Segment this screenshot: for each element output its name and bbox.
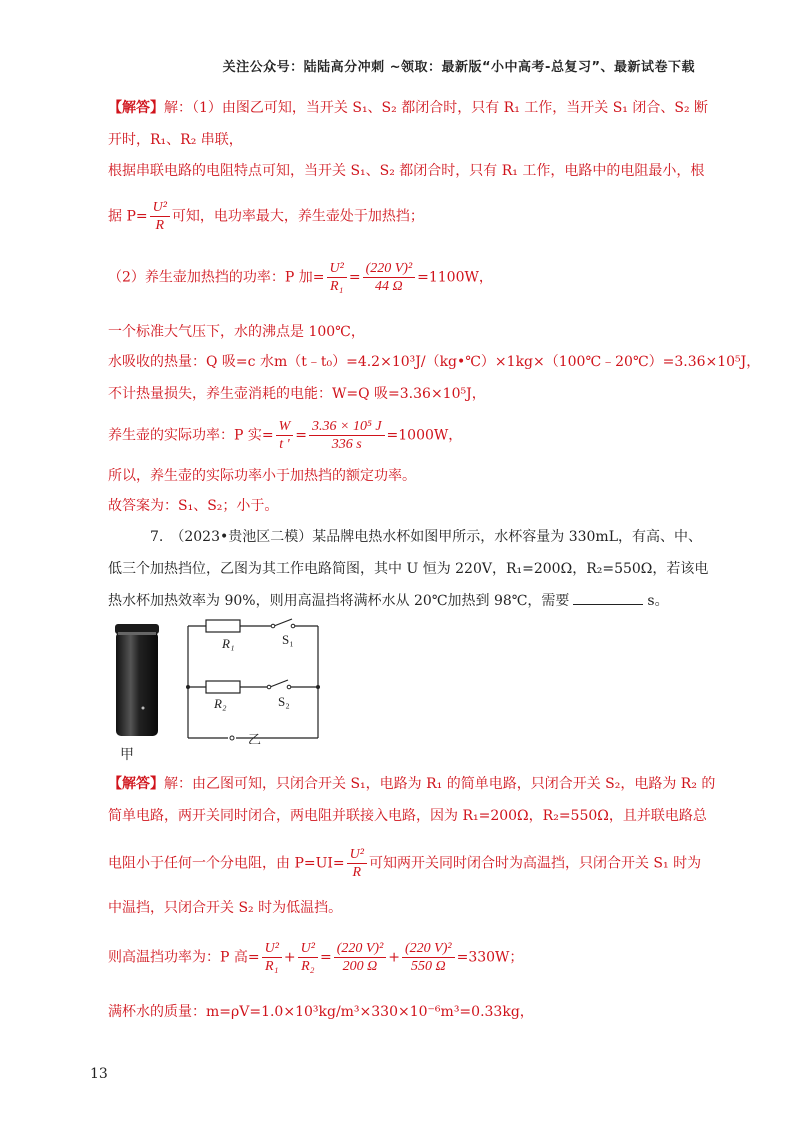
figure-yi-label: 乙 [248, 733, 262, 744]
fraction-w-over-t: $\frac{W}{t '}$ [276, 418, 294, 453]
label-s2: S₂ [278, 694, 290, 709]
answer2-line3: 电阻小于任何一个分电阻，由 P=UI= $\frac{\text{U²}}{R}$ 可知两开关同时闭合时为高温挡，只闭合开关 S₁ 时为 [108, 847, 702, 880]
answer-blank [573, 592, 643, 605]
answer1-line6: 一个标准大气压下，水的沸点是 100℃， [108, 324, 365, 340]
answer1-line7: 水吸收的热量：Q 吸=c 水m（t﹣t₀）=4.2×10³J/（kg•℃）×1kg×（100℃﹣20℃）=3.36×10⁵J， [108, 354, 761, 370]
fraction-220-over-550: $\frac{\text{(220 V)²}}{550 \Omega}$ [402, 940, 455, 975]
fraction-u2-over-r1: $\frac{\text{U²}}{\text{R₁}}$ [327, 260, 347, 295]
fraction-u2-over-r2: $\frac{\text{U²}}{\text{R₂}}$ [298, 940, 318, 975]
fraction-u2-over-r1: $\frac{\text{U²}}{\text{R₁}}$ [262, 940, 282, 975]
answer1-line2: 开时，R₁、R₂ 串联， [108, 132, 243, 148]
circuit-diagram [184, 614, 324, 744]
answer2-line2: 简单电路，两开关同时闭合，两电阻并联接入电路，因为 R₁=200Ω，R₂=550Ω，且并联电路总 [108, 808, 707, 824]
fraction-u2-over-r: $\frac{\text{U²}}{R}$ [347, 846, 367, 881]
answer1-line9: 养生壶的实际功率：P 实= $\frac{W}{t '}$ = $\frac{\text{3.36 × 10⁵ J}}{336 s}$ =1000W， [108, 419, 463, 452]
answer2-line1: 【解答】解：由乙图可知，只闭合开关 S₁，电路为 R₁ 的简单电路，只闭合开关 S₂，电路为 R₂ 的 [108, 776, 716, 792]
answer2-line5: 则高温挡功率为：P 高= $\frac{\text{U²}}{\text{R₁}}$ + $\frac{\text{U²}}{\text{R₂}}$ = $\frac{\text{(220 V)²}}{200 \Omega}$ + $\frac{\text{(220 V)²}}{550 \Omega}$ =330W； [108, 941, 524, 974]
answer1-line8: 不计热量损失，养生壶消耗的电能：W=Q 吸=3.36×10⁵J， [108, 386, 486, 402]
answer-tag: 【解答】 [108, 776, 164, 792]
question7-line3: 热水杯加热效率为 90%，则用高温挡将满杯水从 20℃加热到 98℃，需要 s。 [108, 593, 669, 609]
question7-line1: 7. （2023•贵池区二模）某品牌电热水杯如图甲所示，水杯容量为 330mL，有高、中、 [150, 529, 702, 545]
figure-jia-label: 甲 [120, 747, 134, 763]
answer2-line6: 满杯水的质量：m=ρV=1.0×10³kg/m³×330×10⁻⁶m³=0.33kg， [108, 1004, 534, 1020]
question7-line2: 低三个加热挡位，乙图为其工作电路简图，其中 U 恒为 220V，R₁=200Ω，R₂=550Ω，若该电 [108, 561, 709, 577]
answer1-line1: 【解答】解：（1）由图乙可知，当开关 S₁、S₂ 都闭合时，只有 R₁ 工作，当开关 S₁ 闭合、S₂ 断 [108, 100, 709, 116]
page-header: 关注公众号：陆陆高分冲刺 ~领取：最新版“小中高考-总复习”、最新试卷下载 [222, 60, 695, 75]
label-s1: S₁ [282, 632, 294, 647]
fraction-336-over-336: $\frac{\text{3.36 × 10⁵ J}}{336 s}$ [309, 418, 385, 453]
answer1-line11: 故答案为：S₁、S₂；小于。 [108, 498, 279, 514]
label-r2: R₂ [214, 696, 227, 711]
answer1-line5: （2）养生壶加热挡的功率：P 加= $\frac{\text{U²}}{\text{R₁}}$ = $\frac{\text{(220 V)²}}{44 \Omega}$ =1100W， [108, 261, 493, 294]
answer-tag: 【解答】 [108, 100, 164, 116]
fraction-220-over-44: $\frac{\text{(220 V)²}}{44 \Omega}$ [363, 260, 416, 295]
answer1-line4: 据 P= $\frac{\text{U²}}{R}$ 可知，电功率最大，养生壶处于加热挡； [108, 200, 424, 233]
fraction-220-over-200: $\frac{\text{(220 V)²}}{200 \Omega}$ [334, 940, 387, 975]
thermos-cup-image [113, 622, 161, 740]
fraction-u2-over-r: $\frac{\text{U²}}{R}$ [150, 199, 170, 234]
label-r1: R₁ [222, 636, 235, 651]
answer2-line4: 中温挡，只闭合开关 S₂ 时为低温挡。 [108, 900, 343, 916]
answer1-line3: 根据串联电路的电阻特点可知，当开关 S₁、S₂ 都闭合时，只有 R₁ 工作，电路中的电阻最小，根 [108, 163, 705, 179]
answer1-line10: 所以，养生壶的实际功率小于加热挡的额定功率。 [108, 468, 416, 484]
page-number: 13 [90, 1066, 108, 1082]
